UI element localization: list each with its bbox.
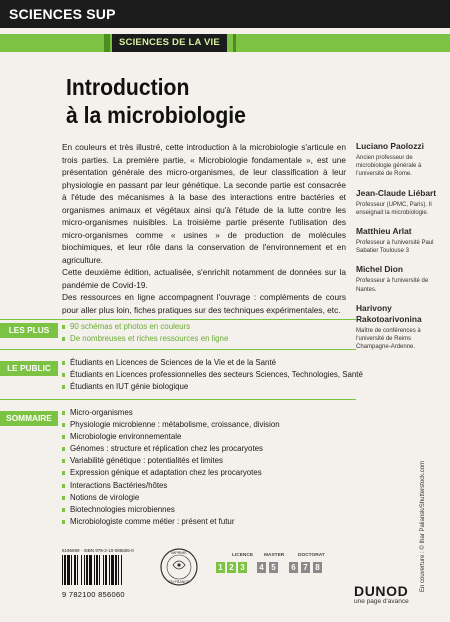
author-entry: [356, 188, 446, 217]
level-indicator: [218, 553, 362, 583]
list-item: Micro-organismes: [62, 407, 280, 419]
section-divider: [0, 319, 356, 320]
level-box: 2: [227, 562, 236, 573]
author-entry: [356, 264, 446, 293]
imprime-bottom-text: EN FRANCE: [168, 579, 190, 584]
author-name: Matthieu Arlat: [356, 226, 412, 237]
publisher-tagline: une page d'avance: [354, 598, 409, 605]
list-item: Génomes : structure et réplication chez les procaryotes: [62, 443, 280, 455]
list-item: De nombreuses et riches ressources en ligne: [62, 333, 228, 345]
author-desc: Ancien professeur de microbiologie générale à l'université de Rome.: [356, 155, 422, 178]
les-plus-label: LES PLUS: [0, 323, 58, 338]
author-entry: [356, 303, 446, 352]
author-entry: [356, 141, 446, 179]
sommaire-label: SOMMAIRE: [0, 411, 58, 426]
list-item: Étudiants en IUT génie biologique: [62, 381, 363, 393]
list-item: Microbiologiste comme métier : présent et futur: [62, 516, 280, 528]
collection-header: SCIENCES SUP: [0, 0, 450, 28]
authors-column: [356, 141, 446, 360]
intro-paragraph: En couleurs et très illustré, cette introduction à la microbiologie s'articule en trois parties. La première partie, « Microbiologie fondamentale », est une présentation générale des micro-organismes, de leur classification à leur physiologie en passant par leur génétique. La seconde partie est consacrée à l'étude des mécanismes à la base des interactions entre bactéries et organismes animaux et végétaux ainsi qu'à l'étude de la lutte contre les micro-organismes nuisibles. La troisième partie présente l'utilisation des micro-organismes comme « usines » de production de molécules biochimiques, et leur rôle dans la conservation de l'environnement et en agriculture.: [62, 142, 346, 265]
book-title-line1: Introduction: [66, 74, 190, 100]
author-desc: Professeur à l'université de Nantes.: [356, 278, 429, 293]
level-box: 3: [238, 562, 247, 573]
level-box: 4: [257, 562, 266, 573]
author-name: Harivony Rakotoarivonina: [356, 302, 422, 324]
author-name: Jean-Claude Liébart: [356, 187, 437, 198]
level-master-label: MASTER: [264, 553, 285, 558]
category-label: SCIENCES DE LA VIE: [112, 34, 227, 52]
list-item: Interactions Bactéries/hôtes: [62, 480, 280, 492]
imprime-top-text: IMPRIMÉ: [171, 551, 187, 556]
le-public-list: [62, 357, 363, 393]
list-item: Expression génique et adaptation chez les procaryotes: [62, 467, 280, 479]
level-licence-label: LICENCE: [232, 553, 254, 558]
spine-mark-right: [233, 34, 236, 52]
section-divider: [0, 399, 356, 400]
imprime-en-france-badge: [159, 547, 199, 587]
intro-paragraph: Des ressources en ligne accompagnent l'ouvrage : compléments de cours pour aller plus loin, fiches pratiques sur des techniques expérimentales, etc.: [62, 292, 346, 315]
list-item: Biotechnologies microbiennes: [62, 504, 280, 516]
list-item: Étudiants en Licences de Sciences de la Vie et de la Santé: [62, 357, 363, 369]
book-title-line2: à la microbiologie: [66, 102, 246, 128]
list-item: Physiologie microbienne : métabolisme, croissance, division: [62, 419, 280, 431]
author-name: Luciano Paolozzi: [356, 141, 424, 151]
category-bar: [0, 34, 450, 52]
spine-mark: [104, 34, 110, 52]
barcode: [62, 548, 152, 599]
publisher-block: [354, 583, 434, 605]
list-item: Microbiologie environnementale: [62, 431, 280, 443]
author-name: Michel Dion: [356, 264, 403, 275]
le-public-label: LE PUBLIC: [0, 361, 58, 376]
publisher-logo: DUNOD: [354, 583, 409, 599]
isbn-line: 6196699 · ISBN 978-2-10-085606-0: [62, 548, 134, 553]
list-item: Étudiants en Licences professionnelles des secteurs Sciences, Technologies, Santé: [62, 369, 363, 381]
level-box: 5: [269, 562, 278, 573]
barcode-digits: 9 782100 856060: [62, 590, 125, 599]
sommaire-list: [62, 407, 280, 528]
list-item: Variabilité génétique : potentialités et limites: [62, 455, 280, 467]
level-doctorat-label: DOCTORAT: [298, 553, 325, 558]
book-title: [66, 73, 342, 129]
level-box: 6: [289, 562, 298, 573]
barcode-bars: [62, 555, 144, 585]
list-item: 90 schémas et photos en couleurs: [62, 321, 228, 333]
level-box: 8: [313, 562, 322, 573]
level-box: 7: [301, 562, 310, 573]
level-box: 1: [216, 562, 225, 573]
author-desc: Professeur (UPMC, Paris). Il enseignait la microbiologie.: [356, 201, 432, 216]
author-entry: [356, 226, 446, 255]
author-desc: Professeur à l'université Paul Sabatier Toulouse 3: [356, 240, 434, 255]
intro-paragraph: Cette deuxième édition, actualisée, s'enrichit notamment de données sur la pandémie de Covid-19.: [62, 267, 346, 290]
section-divider: [0, 349, 356, 350]
author-desc: Maître de conférences à l'université de Reims Champagne-Ardenne.: [356, 327, 421, 351]
les-plus-list: [62, 321, 228, 345]
list-item: Notions de virologie: [62, 492, 280, 504]
intro-text: [62, 141, 346, 316]
cover-credit: En couverture : © Ihar Paliansk/Shutterstock.com: [420, 460, 426, 592]
